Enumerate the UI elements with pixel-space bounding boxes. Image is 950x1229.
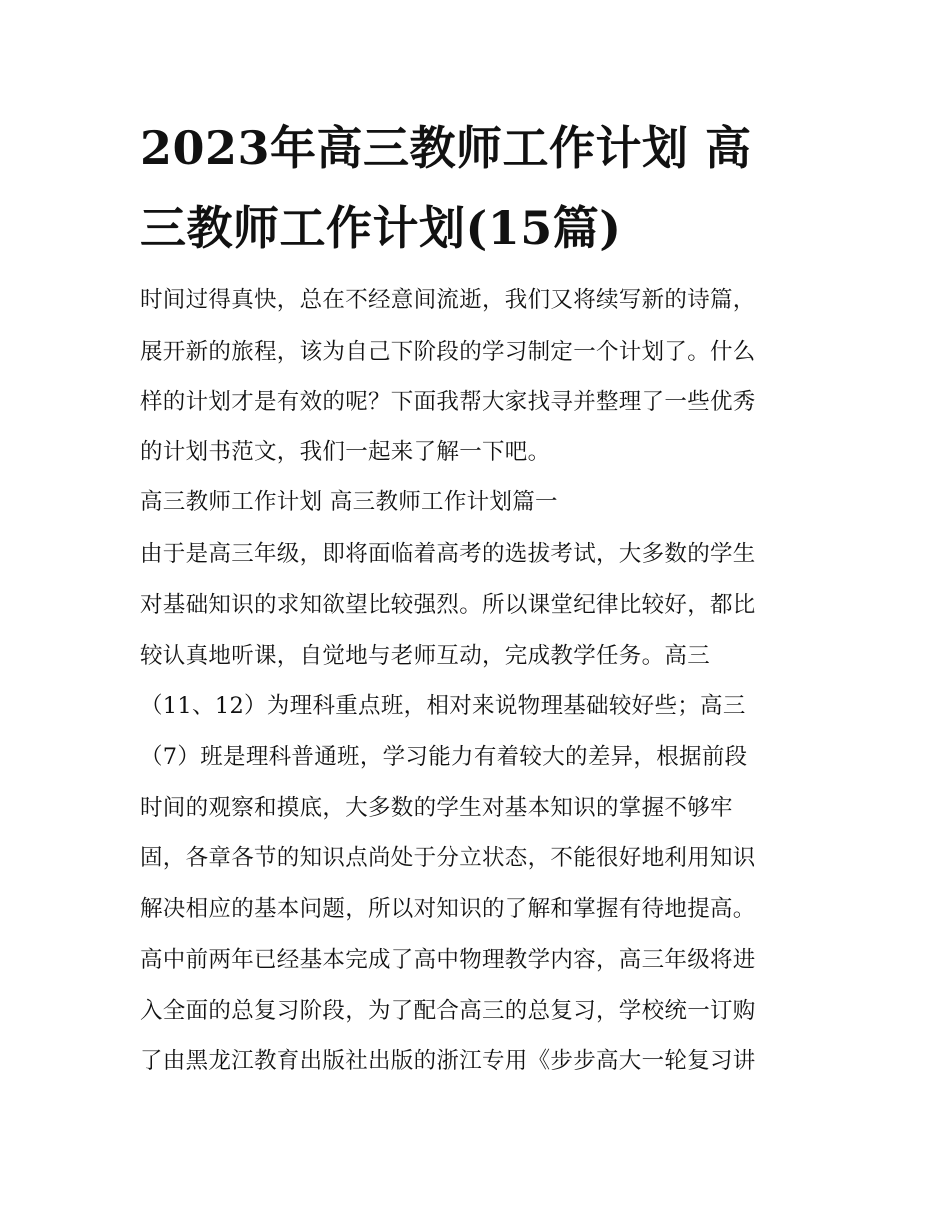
paragraph-line: 由于是高三年级，即将面临着高考的选拔考试，大多数的学生 (140, 541, 756, 567)
paragraph-line: 对基础知识的求知欲望比较强烈。所以课堂纪律比较好，都比 (140, 592, 756, 618)
document-title-line-2: 三教师工作计划(15篇) (140, 201, 622, 255)
paragraph-line: 时间过得真快，总在不经意间流逝，我们又将续写新的诗篇， (140, 287, 756, 313)
paragraph-line: （7）班是理科普通班，学习能力有着较大的差异，根据前段 (140, 744, 748, 770)
paragraph-line: 高中前两年已经基本完成了高中物理教学内容，高三年级将进 (140, 947, 756, 973)
paragraph-line: 的计划书范文，我们一起来了解一下吧。 (140, 439, 551, 465)
paragraph-line: 展开新的旅程，该为自己下阶段的学习制定一个计划了。什么 (140, 339, 756, 365)
paragraph-line: 解决相应的基本问题，所以对知识的了解和掌握有待地提高。 (140, 896, 756, 922)
paragraph-line: 时间的观察和摸底，大多数的学生对基本知识的掌握不够牢 (140, 795, 733, 821)
paragraph-line: 样的计划才是有效的呢？下面我帮大家找寻并整理了一些优秀 (140, 389, 756, 415)
paragraph-line: 较认真地听课，自觉地与老师互动，完成教学任务。高三 (140, 643, 711, 669)
document-title-line-1: 2023年高三教师工作计划 高 (140, 121, 752, 175)
paragraph-line: （11、12）为理科重点班，相对来说物理基础较好些；高三 (140, 693, 746, 719)
paragraph-line: 了由黑龙江教育出版社出版的浙江专用《步步高大一轮复习讲 (140, 1048, 756, 1074)
paragraph-line: 固，各章各节的知识点尚处于分立状态，不能很好地利用知识 (140, 845, 756, 871)
section-heading: 高三教师工作计划 高三教师工作计划篇一 (140, 489, 558, 515)
paragraph-line: 入全面的总复习阶段，为了配合高三的总复习，学校统一订购 (140, 998, 756, 1024)
